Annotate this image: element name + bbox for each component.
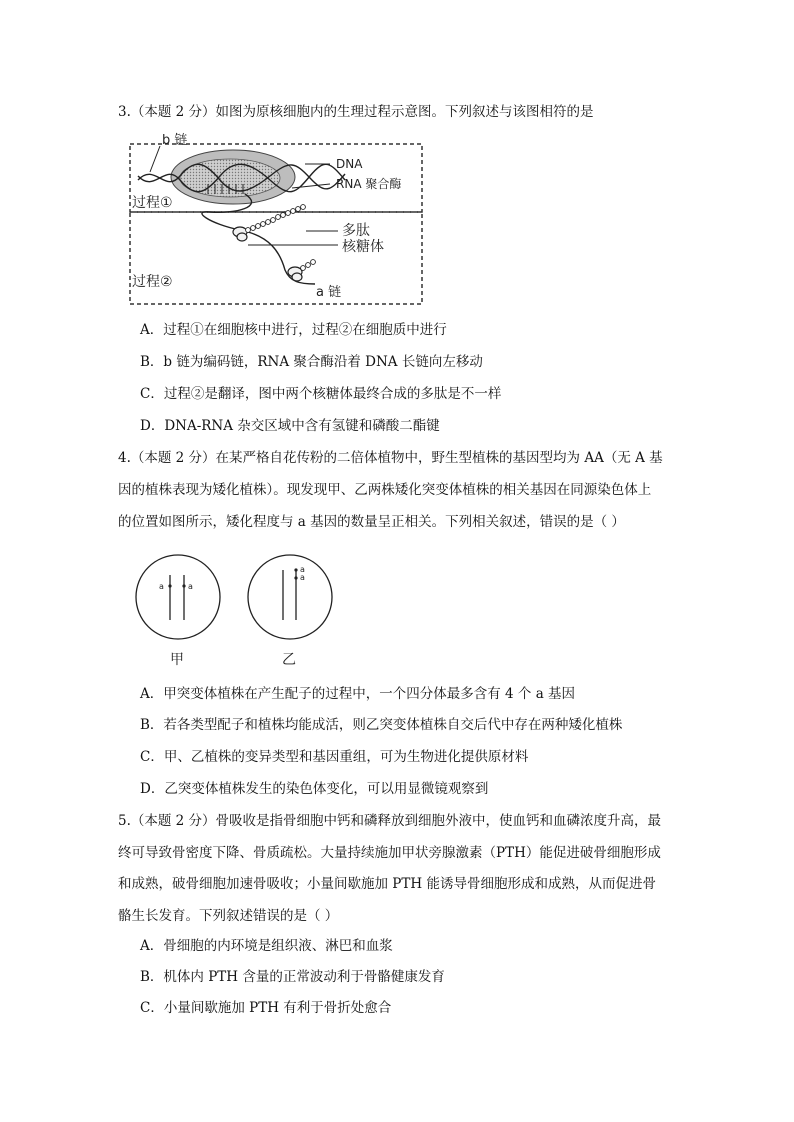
q3-option-a: A．过程①在细胞核中进行，过程②在细胞质中进行 xyxy=(140,322,447,338)
q3-option-b: B．b 链为编码链，RNA 聚合酶沿着 DNA 长链向左移动 xyxy=(140,354,483,370)
label-ribosome: 核糖体 xyxy=(342,239,384,255)
q5-option-b: B．机体内 PTH 含量的正常波动利于骨骼健康发育 xyxy=(140,969,445,985)
gene-a-jia-1: a xyxy=(159,582,164,591)
ribosome-1 xyxy=(233,227,247,241)
q5-stem-line-2: 终可导致骨密度下降、骨质疏松。大量持续施加甲状旁腺激素（PTH）能促进破骨细胞形成 xyxy=(118,845,661,861)
polypeptide-1 xyxy=(246,205,306,233)
q3-stem: 3.（本题 2 分）如图为原核细胞内的生理过程示意图。下列叙述与该图相符的是 xyxy=(118,104,594,120)
q5-option-a: A．骨细胞的内环境是组织液、淋巴和血浆 xyxy=(140,938,393,954)
q5-stem-line-3: 和成熟，破骨细胞加速骨吸收；小量间歇施加 PTH 能诱导骨细胞形成和成熟，从而促进骨 xyxy=(118,876,656,892)
label-process2: 过程② xyxy=(132,274,173,290)
label-process1: 过程① xyxy=(132,195,173,211)
q4-option-b: B．若各类型配子和植株均能成活，则乙突变体植株自交后代中存在两种矮化植株 xyxy=(140,717,623,733)
q4-option-d: D．乙突变体植株发生的染色体变化，可以用显微镜观察到 xyxy=(140,781,489,797)
label-dna: DNA xyxy=(336,157,363,171)
q5-stem-line-4: 骼生长发育。下列叙述错误的是（ ） xyxy=(118,908,339,924)
q4-stem-line-1: 4.（本题 2 分）在某严格自花传粉的二倍体植物中，野生型植株的基因型均为 AA（无 A 基 xyxy=(118,450,663,466)
process2-box xyxy=(130,212,422,304)
cell-yi xyxy=(248,555,332,639)
label-polypeptide: 多肽 xyxy=(342,223,370,239)
gene-a-jia-2: a xyxy=(188,582,193,591)
q3-option-c: C．过程②是翻译，图中两个核糖体最终合成的多肽是不一样 xyxy=(140,386,502,402)
ribosome-2 xyxy=(288,267,302,281)
q5-stem-line-1: 5.（本题 2 分）骨吸收是指骨细胞中钙和磷释放到细胞外液中，使血钙和血磷浓度升高，最 xyxy=(118,813,662,829)
gene-a-yi-2: a xyxy=(300,573,305,582)
q4-stem-line-2: 因的植株表现为矮化植株）。现发现甲、乙两株矮化突变体植株的相关基因在同源染色体上 xyxy=(118,482,652,498)
label-yi: 乙 xyxy=(282,652,296,668)
cell-jia xyxy=(136,555,220,639)
q5-option-c: C．小量间歇施加 PTH 有利于骨折处愈合 xyxy=(140,1000,392,1016)
label-a-chain: a 链 xyxy=(316,285,342,300)
q3-option-d: D．DNA-RNA 杂交区域中含有氢键和磷酸二酯键 xyxy=(140,418,440,434)
label-jia: 甲 xyxy=(170,652,184,668)
label-rna-polymerase: RNA 聚合酶 xyxy=(336,177,402,191)
q4-option-a: A．甲突变体植株在产生配子的过程中，一个四分体最多含有 4 个 a 基因 xyxy=(140,686,576,702)
polypeptide-2 xyxy=(301,260,316,271)
gene-a-yi-1: a xyxy=(300,565,305,574)
q3-figure xyxy=(120,132,440,307)
q4-figure xyxy=(130,550,350,670)
q4-stem-line-3: 的位置如图所示，矮化程度与 a 基因的数量呈正相关。下列相关叙述，错误的是（ ） xyxy=(118,514,625,530)
q4-option-c: C．甲、乙植株的变异类型和基因重组，可为生物进化提供原材料 xyxy=(140,749,529,765)
label-b-chain: b 链 xyxy=(162,133,188,148)
